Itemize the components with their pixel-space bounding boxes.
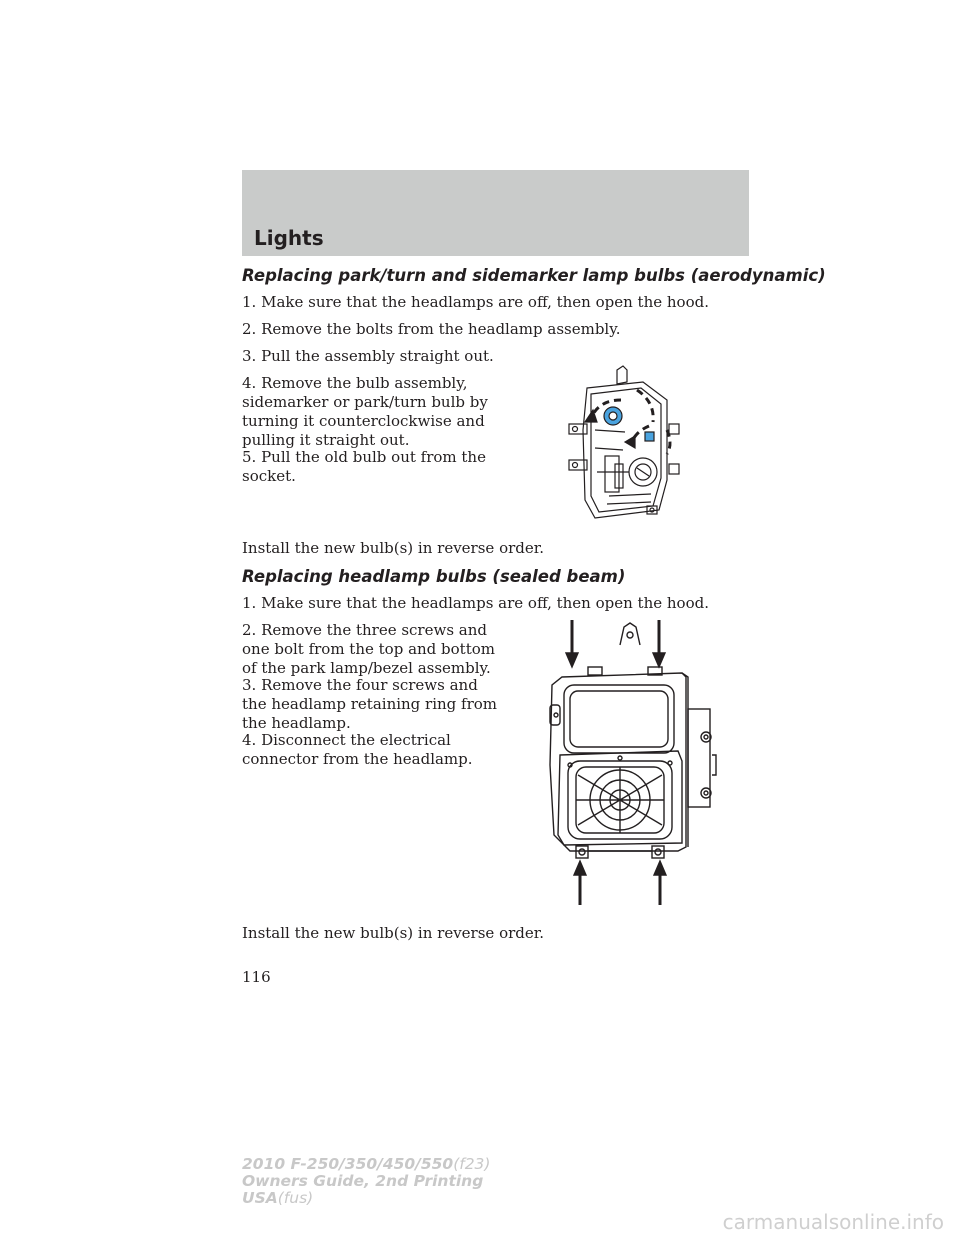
footer-model: 2010 F-250/350/450/550 — [242, 1155, 454, 1173]
footer-model-code: (f23) — [453, 1155, 491, 1173]
section1-heading: Replacing park/turn and sidemarker lamp bulbs (aerodynamic) — [242, 266, 826, 285]
section1-step-5: 5. Pull the old bulb out from the socket. — [242, 448, 486, 485]
footer-line-2: Owners Guide, 2nd Printing — [242, 1172, 484, 1190]
bulb-socket — [604, 407, 654, 441]
bolt-arrows — [566, 620, 666, 905]
section2-heading: Replacing headlamp bulbs (sealed beam) — [242, 567, 626, 586]
section2-step-3: 3. Remove the four screws and the headlamp retaining ring from the headlamp. — [242, 676, 498, 732]
section1-closing: Install the new bulb(s) in reverse order. — [242, 539, 545, 557]
footer-region: USA — [242, 1189, 278, 1207]
section1-step-1: 1. Make sure that the headlamps are off, then open the hood. — [242, 293, 709, 311]
section1-step-2: 2. Remove the bolts from the headlamp assembly. — [242, 320, 621, 338]
footer-line-1 — [242, 1156, 490, 1173]
section2-closing: Install the new bulb(s) in reverse order. — [242, 924, 545, 942]
section-title: Lights — [254, 226, 324, 250]
sealed-beam-headlamp-diagram — [548, 615, 720, 910]
document-footer — [242, 1156, 490, 1207]
section1-step-4: 4. Remove the bulb assembly, sidemarker or park/turn bulb by turning it counterclockwise and pulling it straight out. — [242, 374, 488, 449]
section-header-band — [242, 170, 749, 256]
aero-lamp-diagram — [555, 360, 705, 525]
page-number: 116 — [242, 968, 271, 986]
footer-line-3 — [242, 1190, 490, 1207]
footer-region-code: (fus) — [277, 1189, 314, 1207]
arrow-head-icon — [625, 436, 635, 448]
section2-step-2: 2. Remove the three screws and one bolt from the top and bottom of the park lamp/bezel assembly. — [242, 621, 495, 677]
section2-step-4: 4. Disconnect the electrical connector from the headlamp. — [242, 731, 473, 768]
section2-step-1: 1. Make sure that the headlamps are off, then open the hood. — [242, 594, 709, 612]
section1-step-3: 3. Pull the assembly straight out. — [242, 347, 494, 365]
site-watermark: carmanualsonline.info — [722, 1210, 944, 1234]
